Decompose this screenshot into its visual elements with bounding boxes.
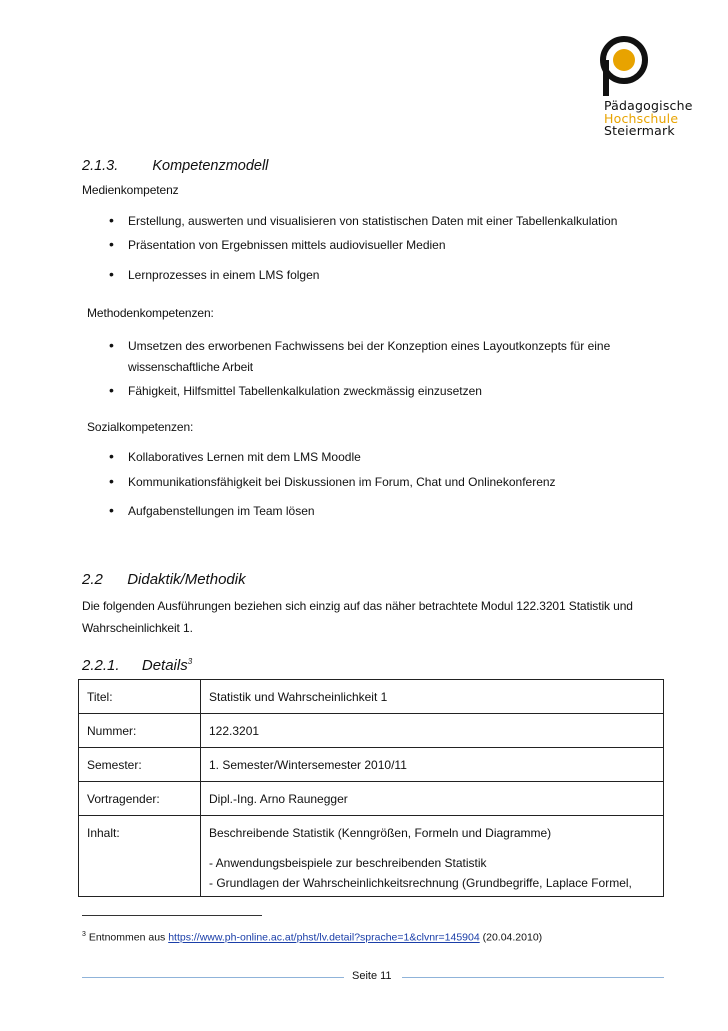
- footnote-ref: 3: [187, 657, 193, 666]
- ph-logo-icon: [598, 34, 654, 98]
- heading-2-2: [82, 571, 246, 588]
- table-value: 1. Semester/Wintersemester 2010/11: [201, 748, 664, 782]
- footer-rule-right: [402, 977, 664, 978]
- logo-wordmark: [604, 100, 693, 138]
- heading-2-2-1: [82, 657, 192, 674]
- table-row: [79, 748, 664, 782]
- table-value: Beschreibende Statistik (Kenngrößen, Formeln und Diagramme) - Anwendungsbeispiele zur beschreibenden Statistik - Grundlagen der Wahrscheinlichkeitsrechnung (Grundbegriffe, Laplace Formel,: [201, 816, 664, 897]
- table-value: Dipl.-Ing. Arno Raunegger: [201, 782, 664, 816]
- sozial-heading: Sozialkompetenzen:: [87, 420, 194, 434]
- methoden-heading: Methodenkompetenzen:: [87, 306, 214, 320]
- bullet-icon: •: [109, 473, 114, 489]
- paragraph-line: Wahrscheinlichkeit 1.: [82, 621, 193, 635]
- footnote-link[interactable]: https://www.ph-online.ac.at/phst/lv.detail?sprache=1&clvnr=145904: [168, 931, 480, 944]
- logo-line2: Hochschule: [604, 110, 679, 126]
- heading-title: Details: [141, 657, 188, 674]
- footer-rule-left: [82, 977, 344, 978]
- heading-title: Didaktik/Methodik: [127, 571, 246, 588]
- list-item-continuation: wissenschaftliche Arbeit: [128, 360, 253, 374]
- bullet-icon: •: [109, 337, 114, 353]
- table-key: Nummer:: [79, 714, 201, 748]
- page-number: Seite 11: [352, 970, 392, 982]
- table-key: Semester:: [79, 748, 201, 782]
- bullet-icon: •: [109, 236, 114, 252]
- bullet-icon: •: [109, 502, 114, 518]
- footnote-divider: [82, 915, 262, 916]
- table-key: Titel:: [79, 680, 201, 714]
- table-row: [79, 782, 664, 816]
- logo-line1: Pädagogische: [604, 98, 693, 113]
- logo-line3: Steiermark: [604, 123, 675, 138]
- heading-number: 2.2.1.: [82, 657, 120, 674]
- heading-number: 2.1.3.: [82, 158, 119, 174]
- table-row: [79, 680, 664, 714]
- bullet-icon: •: [109, 212, 114, 228]
- footnote: $^3$ Entnommen aus https://www.ph-online.ac.at/phst/lv.detail?sprache=1&clvnr=145904 (20.04.2010): [82, 931, 543, 944]
- heading-title: Kompetenzmodell: [152, 158, 269, 174]
- heading-number: 2.2: [82, 571, 103, 588]
- bullet-icon: •: [109, 382, 114, 398]
- table-key: Vortragender:: [79, 782, 201, 816]
- table-value: Statistik und Wahrscheinlichkeit 1: [201, 680, 664, 714]
- bullet-icon: •: [109, 448, 114, 464]
- paragraph-line: Die folgenden Ausführungen beziehen sich einzig auf das näher betrachtete Modul 122.3201 Statistik und: [82, 599, 633, 613]
- table-value: 122.3201: [201, 714, 664, 748]
- table-key: Inhalt:: [79, 816, 201, 897]
- medien-heading: Medienkompetenz: [82, 183, 179, 197]
- heading-2-1-3: [82, 158, 268, 174]
- details-table: [78, 679, 664, 897]
- table-row: [79, 816, 664, 897]
- footnote-number: 3: [82, 931, 86, 938]
- table-row: [79, 714, 664, 748]
- bullet-icon: •: [109, 266, 114, 282]
- ph-steiermark-logo: [598, 34, 688, 98]
